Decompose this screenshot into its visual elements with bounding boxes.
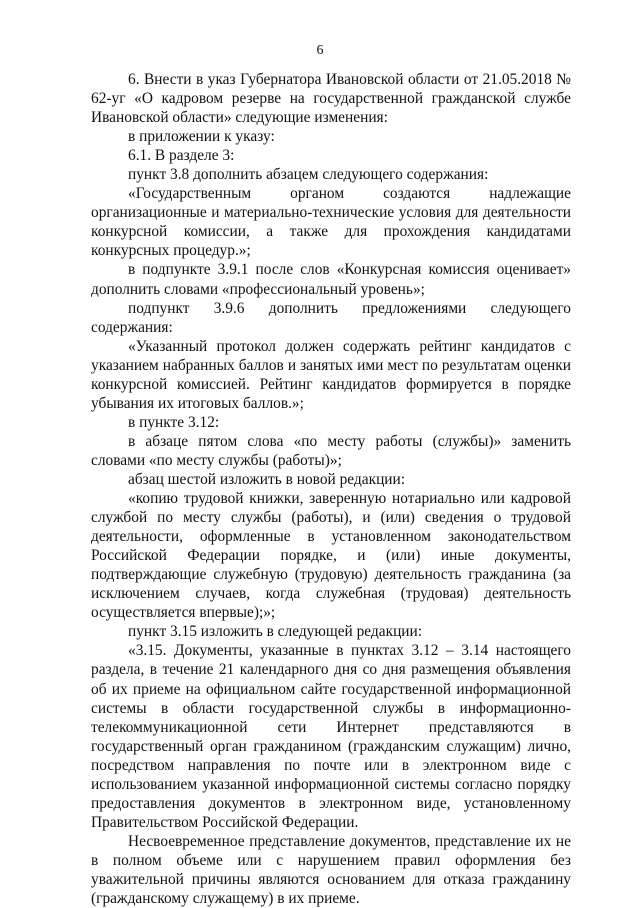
- paragraph-quote-3-8: «Государственным органом создаются надлежащие организационные и материально-технические условия для деятельности конкурсной комиссии, а также для прохождения кандидатами конкурсных процедур.»;: [91, 185, 571, 260]
- paragraph-abzats-6: абзац шестой изложить в новой редакции:: [128, 470, 406, 488]
- paragraph-quote-3-9-6: «Указанный протокол должен содержать рейтинг кандидатов с указанием набранных баллов и занятых ими мест по результатам оценки конкурсной комиссией. Рейтинг кандидатов формируется в порядке убывания их итоговых баллов.»;: [91, 337, 571, 412]
- paragraph-abzats-5: в абзаце пятом слова «по месту работы (службы)» заменить словами «по месту службы (работы)»;: [91, 432, 571, 469]
- paragraph-subpoint-3-9-6: подпункт 3.9.6 дополнить предложениями следующего содержания:: [91, 299, 571, 336]
- paragraph-appendix: в приложении к указу:: [128, 128, 275, 146]
- paragraph-quote-abzats-6: «копию трудовой книжки, заверенную нотариально или кадровой службой по месту службы (работы), и (или) сведения о трудовой деятельности, оформленные в установленном законодательством Российской Федерации порядке, и (или) иные документы, подтверждающие служебную (трудовую) деятельность гражданина (за исключением случаев, когда служебная (трудовая) деятельность осуществляется впервые);»;: [91, 490, 571, 622]
- document-body: [91, 70, 571, 908]
- page-number: 6: [316, 43, 324, 58]
- paragraph-subpoint-3-9-1: в подпункте 3.9.1 после слов «Конкурсная комиссия оценивает» дополнить словами «профессиональный уровень»;: [91, 261, 571, 298]
- paragraph-section-3: 6.1. В разделе 3:: [128, 147, 235, 165]
- paragraph-point-3-15: пункт 3.15 изложить в следующей редакции:: [128, 623, 423, 641]
- paragraph-quote-3-15: «3.15. Документы, указанные в пунктах 3.12 – 3.14 настоящего раздела, в течение 21 календарного дня со дня размещения объявления об их приеме на официальном сайте государственной информационной системы в области государственной службы в информационно-телекоммуникационной сети Интернет представляются в государственный орган гражданином (гражданским служащим) лично, посредством направления по почте или в электронном виде с использованием указанной информационной системы согласно порядку предоставления документов в электронном виде, установленному Правительством Российской Федерации.: [91, 642, 571, 831]
- paragraph-point-3-8: пункт 3.8 дополнить абзацем следующего содержания:: [128, 166, 489, 184]
- paragraph-point-3-12: в пункте 3.12:: [128, 413, 220, 431]
- paragraph-late-submission: Несвоевременное представление документов, представление их не в полном объеме или с нарушением правил оформления без уважительной причины являются основанием для отказа гражданину (гражданскому служащему) в их приеме.: [91, 832, 571, 908]
- paragraph-item-6: 6. Внести в указ Губернатора Ивановской области от 21.05.2018 № 62-уг «О кадровом резерве на государственной гражданской службе Ивановской области» следующие изменения:: [91, 71, 571, 127]
